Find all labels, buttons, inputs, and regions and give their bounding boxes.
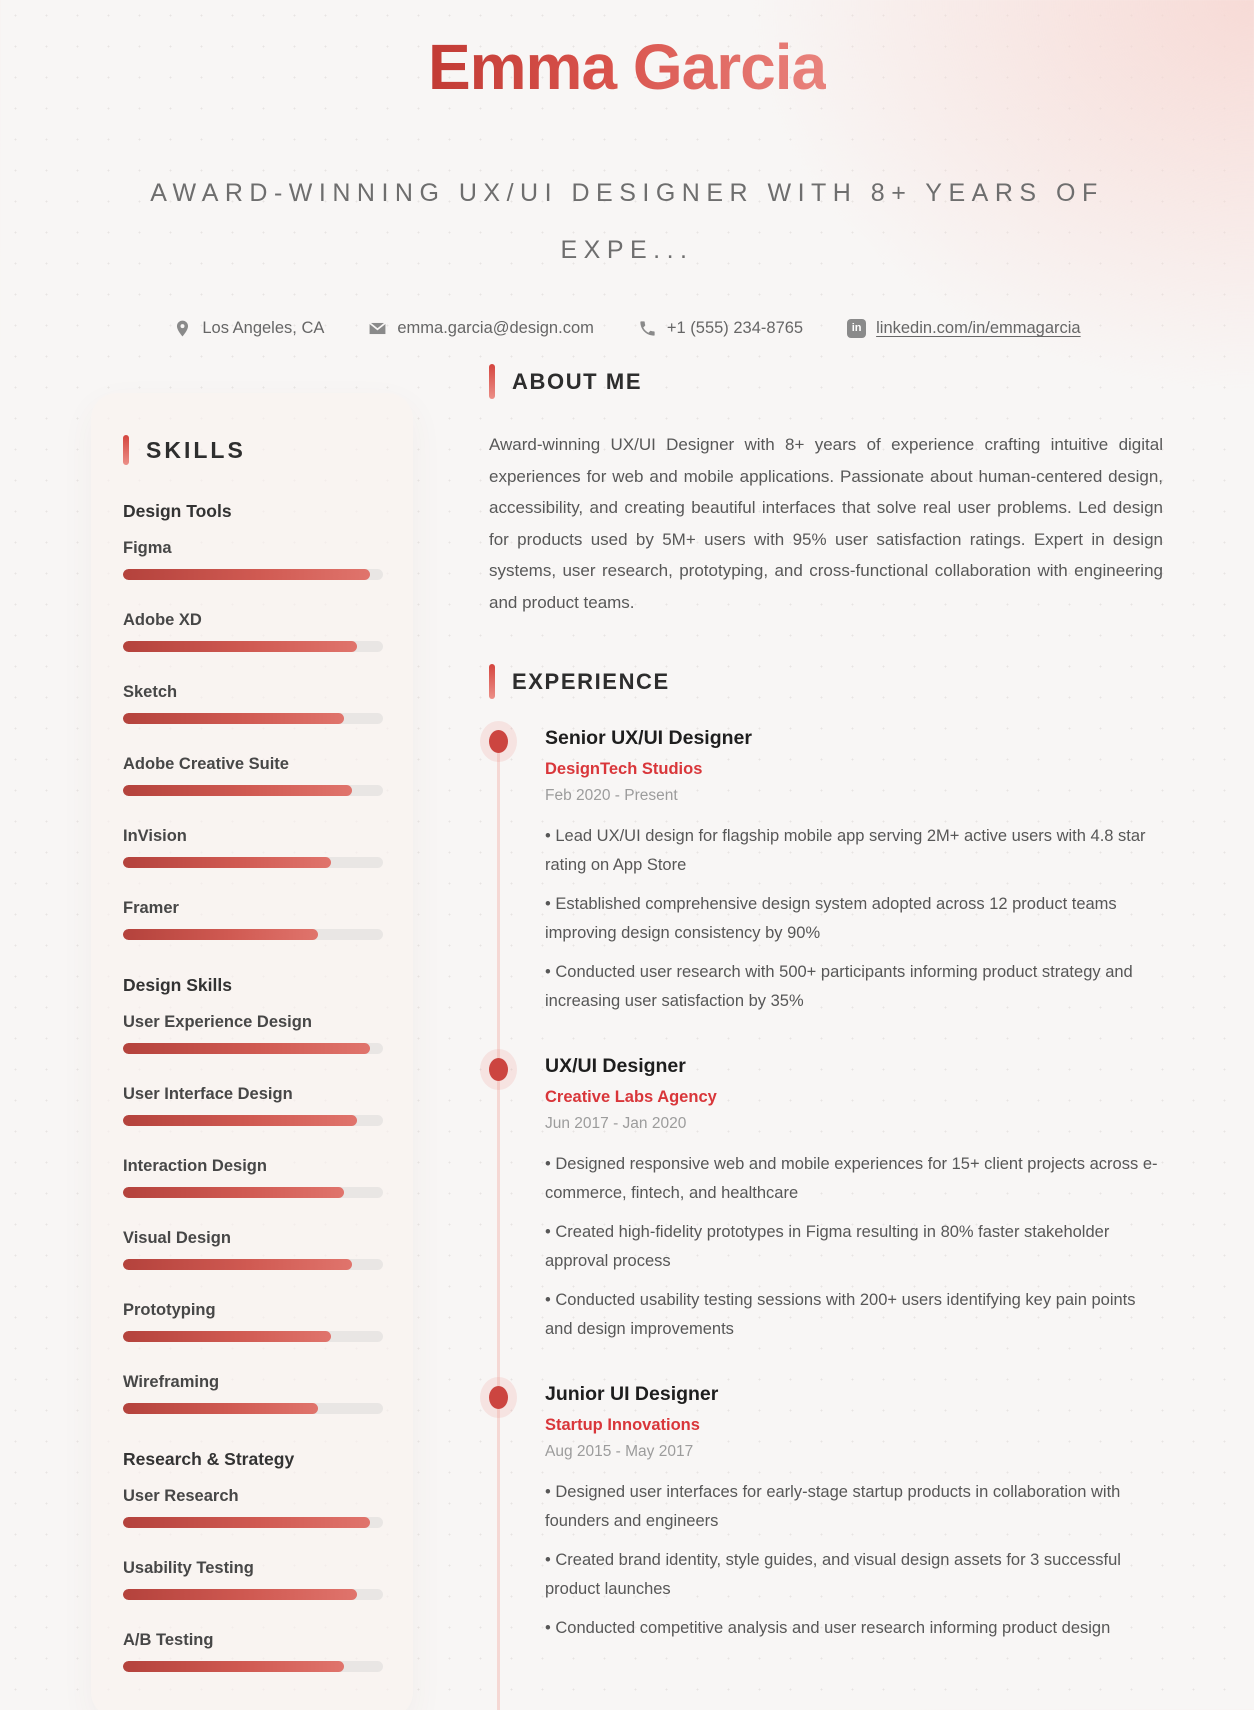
job-bullet: • Designed user interfaces for early-stage startup products in collaboration with founders and engineers — [545, 1478, 1163, 1535]
skills-title: SKILLS — [146, 436, 246, 463]
timeline-dot-icon — [489, 1058, 508, 1081]
job-company: DesignTech Studios — [545, 760, 703, 779]
main-column — [489, 364, 1163, 1643]
linkedin-link[interactable]: linkedin.com/in/emmagarcia — [876, 319, 1081, 338]
job-bullet: • Conducted user research with 500+ participants informing product strategy and increasing user satisfaction by 35% — [545, 958, 1163, 1015]
linkedin-icon: in — [847, 319, 866, 338]
job-dates: Aug 2015 - May 2017 — [545, 1443, 694, 1461]
skills-header — [123, 435, 383, 465]
skill-item — [123, 899, 383, 940]
contact-email-text: emma.garcia@design.com — [397, 319, 594, 338]
skill-name: Framer — [123, 899, 179, 918]
skill-item — [123, 611, 383, 652]
skill-category-label: Design Skills — [123, 975, 232, 996]
skill-bar-fill — [123, 929, 318, 940]
timeline-dot-icon — [489, 1386, 508, 1409]
skill-item — [123, 1013, 383, 1054]
skills-list — [123, 501, 383, 1672]
contact-email — [368, 319, 594, 338]
skill-item — [123, 1229, 383, 1270]
skill-bar-fill — [123, 1187, 344, 1198]
resume-page — [91, 0, 1163, 1710]
skill-bar-track — [123, 1331, 383, 1342]
skill-bar-fill — [123, 713, 344, 724]
skill-bar-track — [123, 1043, 383, 1054]
skill-item — [123, 683, 383, 724]
skill-name: Interaction Design — [123, 1157, 267, 1176]
experience-accent-bar — [489, 664, 495, 699]
skill-item — [123, 1157, 383, 1198]
job-dates: Feb 2020 - Present — [545, 787, 678, 805]
location-pin-icon — [173, 319, 192, 338]
skills-sidebar — [91, 393, 413, 1710]
job-bullet: • Designed responsive web and mobile experiences for 15+ client projects across e-commerce, fintech, and healthcare — [545, 1150, 1163, 1207]
about-accent-bar — [489, 364, 495, 399]
skill-name: InVision — [123, 827, 187, 846]
job-bullet: • Established comprehensive design system adopted across 12 product teams improving design consistency by 90% — [545, 890, 1163, 947]
experience-header — [489, 664, 1163, 699]
job-role: Junior UI Designer — [545, 1383, 719, 1406]
skill-name: Wireframing — [123, 1373, 220, 1392]
phone-icon — [638, 319, 657, 338]
skill-bar-track — [123, 785, 383, 796]
skill-bar-fill — [123, 1403, 318, 1414]
skill-bar-track — [123, 641, 383, 652]
skill-group — [123, 1449, 383, 1672]
skill-bar-fill — [123, 1661, 344, 1672]
contact-location — [173, 319, 324, 338]
experience-timeline — [489, 727, 1163, 1643]
job-bullets — [545, 822, 1163, 1015]
job-bullet: • Created brand identity, style guides, and visual design assets for 3 successful product launches — [545, 1546, 1163, 1603]
skill-item — [123, 1301, 383, 1342]
skill-name: User Experience Design — [123, 1013, 312, 1032]
skill-bar-track — [123, 1589, 383, 1600]
skill-bar-fill — [123, 1331, 331, 1342]
skill-bar-track — [123, 713, 383, 724]
skill-item — [123, 1487, 383, 1528]
skill-category-label: Research & Strategy — [123, 1449, 295, 1470]
experience-entry — [489, 727, 1163, 1055]
header — [91, 0, 1163, 338]
skill-name: Visual Design — [123, 1229, 231, 1248]
about-text: Award-winning UX/UI Designer with 8+ years of experience crafting intuitive digital experiences for web and mobile applications. Passionate about human-centered design, accessibility, and creating beautiful interfaces that solve real user problems. Led design for products used by 5M+ users with 95% user satisfaction ratings. Expert in design systems, user research, prototyping, and cross-functional collaboration with engineering and product teams. — [489, 435, 1163, 612]
skill-group — [123, 501, 383, 940]
skill-item — [123, 1373, 383, 1414]
skill-bar-track — [123, 1259, 383, 1270]
experience-entry — [489, 1383, 1163, 1643]
contact-phone — [638, 319, 803, 338]
job-bullet: • Created high-fidelity prototypes in Figma resulting in 80% faster stakeholder approval process — [545, 1218, 1163, 1275]
skill-bar-track — [123, 569, 383, 580]
skill-name: Adobe XD — [123, 611, 202, 630]
skill-item — [123, 539, 383, 580]
skill-bar-track — [123, 929, 383, 940]
job-company: Startup Innovations — [545, 1416, 700, 1435]
tagline: AWARD-WINNING UX/UI DESIGNER WITH 8+ YEARS OF EXPE... — [150, 179, 1104, 265]
skill-bar-fill — [123, 1043, 370, 1054]
skill-bar-track — [123, 1115, 383, 1126]
skill-item — [123, 1085, 383, 1126]
skill-bar-fill — [123, 1589, 357, 1600]
skill-bar-track — [123, 1187, 383, 1198]
skill-name: Adobe Creative Suite — [123, 755, 289, 774]
job-company: Creative Labs Agency — [545, 1088, 717, 1107]
skill-bar-fill — [123, 1517, 370, 1528]
skill-name: Prototyping — [123, 1301, 216, 1320]
job-role: UX/UI Designer — [545, 1055, 686, 1078]
contact-location-text: Los Angeles, CA — [202, 319, 325, 338]
skill-name: Usability Testing — [123, 1559, 254, 1578]
skill-bar-fill — [123, 1259, 352, 1270]
about-header — [489, 364, 1163, 399]
skill-name: Figma — [123, 539, 172, 558]
skill-name: User Research — [123, 1487, 239, 1506]
skill-bar-fill — [123, 857, 331, 868]
contact-linkedin — [847, 319, 1081, 338]
person-name: Emma Garcia — [427, 31, 827, 103]
skill-item — [123, 1559, 383, 1600]
job-bullet: • Lead UX/UI design for flagship mobile app serving 2M+ active users with 4.8 star rating on App Store — [545, 822, 1163, 879]
skill-bar-fill — [123, 569, 370, 580]
skill-bar-track — [123, 857, 383, 868]
job-dates: Jun 2017 - Jan 2020 — [545, 1115, 687, 1133]
job-bullets — [545, 1150, 1163, 1343]
skill-item — [123, 755, 383, 796]
skill-bar-track — [123, 1403, 383, 1414]
skill-name: A/B Testing — [123, 1631, 214, 1650]
contact-phone-text: +1 (555) 234-8765 — [666, 319, 804, 338]
timeline-dot-icon — [489, 730, 508, 753]
experience-entry — [489, 1055, 1163, 1383]
job-bullets — [545, 1478, 1163, 1643]
skill-bar-track — [123, 1661, 383, 1672]
skill-bar-fill — [123, 785, 352, 796]
job-role: Senior UX/UI Designer — [545, 727, 752, 750]
skill-group — [123, 975, 383, 1414]
skill-bar-fill — [123, 641, 357, 652]
skill-category-label: Design Tools — [123, 501, 232, 522]
contact-row — [91, 319, 1163, 338]
skills-accent-bar — [123, 435, 129, 465]
skill-item — [123, 1631, 383, 1672]
skill-bar-fill — [123, 1115, 357, 1126]
skill-name: User Interface Design — [123, 1085, 293, 1104]
email-icon — [368, 319, 387, 338]
experience-title: EXPERIENCE — [512, 668, 670, 694]
about-title: ABOUT ME — [512, 368, 643, 394]
skill-bar-track — [123, 1517, 383, 1528]
job-bullet: • Conducted usability testing sessions with 200+ users identifying key pain points and design improvements — [545, 1286, 1163, 1343]
skill-item — [123, 827, 383, 868]
job-bullet: • Conducted competitive analysis and user research informing product design — [545, 1614, 1163, 1643]
skill-name: Sketch — [123, 683, 178, 702]
